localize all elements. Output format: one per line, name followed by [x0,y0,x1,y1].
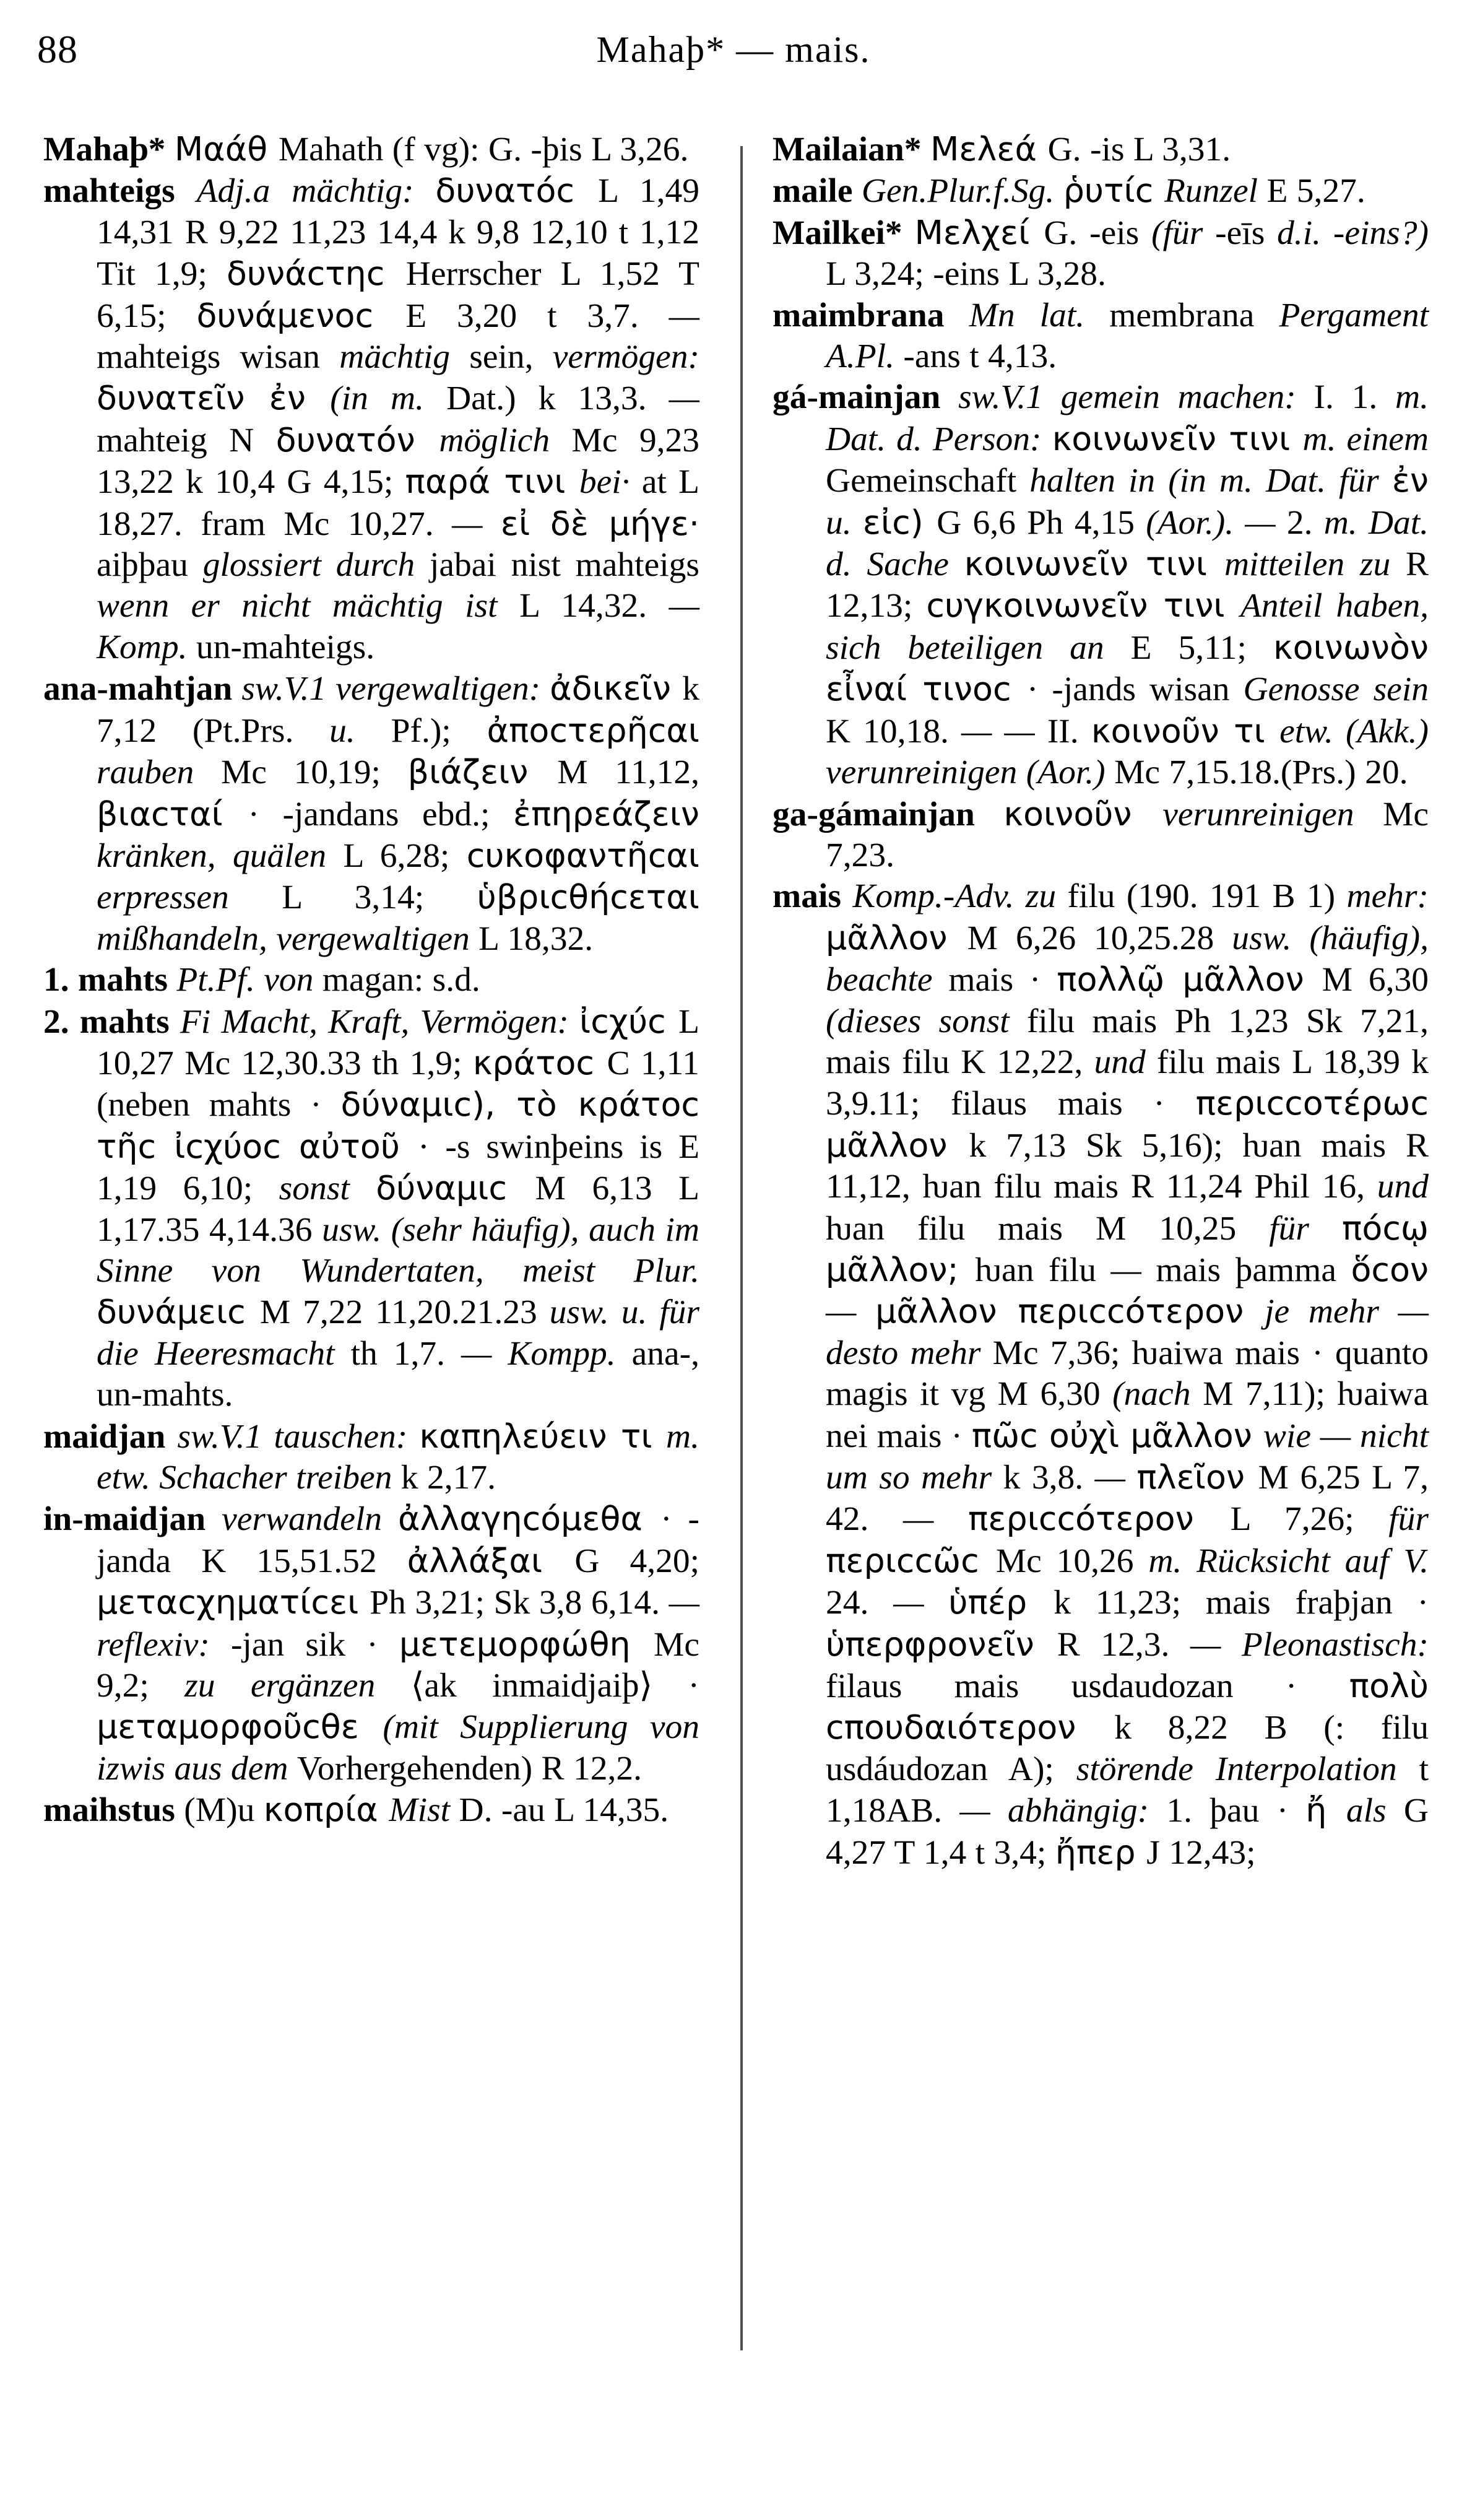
entry-body [97,670,699,957]
roman-run: mahteigs wisan [97,338,340,376]
gloss-run: Gen.Plur.f.Sg. [861,172,1063,211]
gloss-run: — reflexiv: [97,1584,699,1664]
gloss-run: mißhandeln, vergewaltigen [97,919,479,958]
gloss-run: (für [1151,214,1216,252]
greek-run: κοινοῦν τι [1091,711,1280,750]
gloss-run: usw. (häufig), beachte [826,919,1429,999]
roman-run: t 1,18AB. [826,1750,1429,1830]
greek-run: δυνάμειc [97,1292,260,1332]
greek-run: περιccῶc [826,1540,996,1580]
gloss-run: (nach [1112,1375,1203,1414]
roman-run: II. [1047,712,1091,750]
roman-run: mahteig N [97,421,276,459]
gloss-run: m. Dat. d. Person: [826,378,1429,458]
roman-run: E 5,27. [1266,172,1365,211]
roman-run: L 10,27 Mc 12,30.33 th 1,9; [97,1002,699,1082]
gloss-run: kränken, quälen [97,836,344,875]
roman-run: Gemeinschaft [826,462,1030,500]
entry-body [168,961,480,999]
roman-run: L 18,32. [478,919,594,958]
gloss-run: — [452,505,501,543]
roman-run: k 11,23; mais fraþjan · [1054,1584,1429,1622]
roman-run: · -jands wisan [1026,671,1244,709]
greek-run: βιάζειν [407,752,558,792]
entry-body [97,1418,699,1497]
gloss-run: m. einem [1302,420,1429,458]
dictionary-entry [43,1001,699,1416]
roman-run: Mc 9,2; [97,1625,699,1705]
greek-run: ἰcχύc [579,1001,679,1041]
roman-run: 24. [826,1584,894,1622]
roman-run: · -jandans ebd.; [248,795,513,833]
entry-headword: ga-gámainjan [772,795,975,833]
dictionary-entry [43,129,699,170]
greek-run: καπηλεύειν τι [419,1416,667,1456]
roman-run: Mahath (f vg): G. -þis L 3,26. [278,131,689,168]
roman-run: M 11,12, [557,754,699,792]
gloss-run: m. etw. Schacher treiben [97,1417,700,1497]
gloss-run: Pt.Pf. von [176,961,322,999]
greek-run: ἤ [1305,1791,1346,1830]
gloss-run: Genosse sein [1243,671,1429,709]
roman-run: filu (190. 191 B 1) [1067,877,1347,916]
greek-run: ἤπερ [1055,1832,1147,1872]
roman-run: mais · [948,961,1057,999]
greek-run: βιαcταί [97,794,248,833]
roman-run: filu mais Ph 1,23 Sk 7,21, mais filu K 12,22, [826,1002,1429,1081]
roman-run: M 6,13 L 1,17.35 4,14.36 [97,1170,699,1249]
roman-run: M 6,30 [1322,961,1429,999]
running-title: Mahaþ* — mais. [596,29,871,70]
roman-run: Mc 7,15.18.(Prs.) 20. [1114,754,1408,792]
roman-run: D. -au L 14,35. [459,1791,669,1830]
greek-run: κράτοc [472,1043,607,1082]
roman-run: Dat.) k 13,3. [446,380,669,418]
greek-run: μετεμορφώθη [399,1624,654,1664]
greek-run: cυκοφαντῆcαι [466,835,699,875]
gloss-run: mehr: [1346,877,1429,916]
roman-run: L 1,49 14,31 R 9,22 11,23 14,4 k 9,8 12,10 t 1,12 Tit 1,9; [97,172,699,293]
gloss-run: zu ergänzen [184,1667,411,1705]
greek-run: πόcῳ μᾶλλον; [826,1208,1429,1289]
greek-run: παρά τινι [405,462,579,502]
roman-run: J 12,43; [1146,1833,1256,1872]
entry-headword: mais [772,877,841,916]
roman-run: ⟨ak inmaidjaiþ⟩ · [410,1667,699,1705]
gloss-run: Adj.a mächtig: [196,172,436,211]
entry-body [97,172,699,666]
entry-headword: maidjan [43,1417,166,1456]
greek-run: μεταμορφοῦcθε [97,1707,383,1747]
greek-run: εἰ δὲ μήγε· [500,503,700,543]
entry-headword: 1. mahts [43,961,168,999]
greek-run: μεταcχηματίcει [97,1583,370,1622]
gloss-run: — [1110,1251,1156,1289]
gloss-run: usw. u. für die Heeresmacht [97,1293,699,1373]
roman-run: -jan sik · [230,1625,399,1664]
roman-run: M 7,22 11,20.21.23 [259,1293,550,1332]
greek-run: δύναμιc), τὸ κράτοc τῆc ἰcχύοc αὐτοῦ [97,1085,699,1166]
dictionary-entry [772,794,1429,877]
dictionary-entry [772,212,1429,295]
entry-body [826,214,1429,293]
running-head [0,27,1467,92]
gloss-run: Mist [389,1791,459,1830]
gloss-run: Runzel [1164,172,1267,211]
text-columns [0,129,1467,2500]
entry-headword: 2. mahts [43,1002,170,1041]
greek-run: ἀλλαγηcόμεθα [397,1499,661,1539]
gloss-run: — [669,380,700,418]
gloss-run: — [826,1293,876,1331]
entry-headword: ana-mahtjan [43,670,233,708]
entry-headword: Mahaþ* [43,131,166,168]
greek-run: εἰc) [862,502,937,542]
greek-run: cυγκοινωνεῖν τινι [926,586,1240,625]
roman-run: G 4,20; [574,1542,699,1580]
greek-run: ῥυτίc [1063,171,1164,211]
roman-run: aiþþau [97,546,203,584]
roman-run: · -janda K 15,51.52 [97,1500,699,1580]
greek-run: ὅcον [1351,1249,1429,1289]
roman-run: at L 18,27. fram Mc 10,27. [97,463,700,543]
entry-body [826,877,1429,1871]
roman-run: -ans t 4,13. [903,337,1057,376]
gloss-run: glossiert durch [202,546,430,584]
roman-run: k 7,13 Sk 5,16); ƕan mais R 11,12, ƕan filu mais R 11,24 Phil 16, [826,1126,1429,1206]
greek-run: κοινωνεῖν τινι [1052,419,1303,458]
entry-body [852,172,1365,210]
greek-run: δυνατεῖν ἐν [97,378,331,418]
gloss-run: — [669,297,699,335]
gloss-run: (in m. [330,380,447,418]
gloss-run: für [1269,1209,1342,1248]
gloss-run: — Kompp. [461,1334,632,1373]
entry-headword: Mailkei* [772,214,902,252]
roman-run: L 14,32. [519,587,669,625]
entry-headword: maihstus [43,1791,175,1830]
roman-run: L 3,14; [282,879,477,917]
roman-run: M 6,26 10,25.28 [967,919,1232,957]
roman-run: I. 1. [1313,378,1396,417]
roman-run: mais þamma [1156,1251,1351,1289]
gloss-run: Pergament A.Pl. [826,296,1429,376]
gloss-run: und [1377,1168,1429,1206]
roman-run: filaus mais usdaudozan · [826,1667,1349,1706]
entry-headword: maimbrana [772,296,945,334]
gloss-run: sw.V.1 gemein machen: [958,378,1314,417]
gloss-run: m. Dat. d. Sache [826,503,1429,584]
dictionary-entry [43,1416,699,1499]
dictionary-entry [43,668,699,960]
gloss-run: — [893,1584,949,1622]
roman-run: jabai nist mahteigs [429,546,699,584]
greek-run: πολλῷ μᾶλλον [1057,960,1322,999]
gloss-run: — — [961,712,1047,750]
roman-run: th 1,7. [350,1334,462,1373]
gloss-run: sw.V.1 tauschen: [177,1417,420,1456]
entry-headword: Mailaian* [772,131,922,168]
gloss-run: usw. (sehr häufig), auch im Sinne von Wundertaten, meist Plur. [97,1210,699,1290]
roman-run: un-mahteigs. [196,628,375,666]
roman-run: filu mais L 18,39 k 3,9.11; filaus mais · [826,1043,1429,1123]
gloss-run: mächtig [339,338,470,376]
roman-run: k 7,12 (Pt.Prs. [97,670,699,750]
greek-run: ὑπέρ [948,1583,1054,1622]
dictionary-entry [772,377,1429,793]
gloss-run: halten in (in m. Dat. für [1029,462,1392,500]
roman-run: ƕan filu mais M 10,25 [826,1209,1270,1248]
roman-run: k 8,22 B (: filu usdáudozan A); [826,1709,1429,1788]
dictionary-entry [43,1789,699,1831]
gloss-run: Komp.-Adv. zu [852,877,1068,916]
greek-run: Μαάθ [174,129,279,168]
roman-run: R 12,3. [1057,1625,1190,1664]
greek-run: δυνατόν [275,420,439,459]
greek-run: δυνατόc [435,171,599,211]
gloss-run: d.i. -eins?) [1277,214,1429,252]
greek-run: ἀδικεῖν [550,669,683,708]
entry-body [97,1500,699,1787]
greek-run: πῶc οὐχὶ μᾶλλον [971,1415,1263,1455]
roman-run: Mc 7,36; ƕaiwa mais · quanto magis it vg M 6,30 [826,1334,1429,1414]
greek-run: κοινωνεῖν τινι [964,544,1224,584]
greek-run: ὑβριcθήcεται [477,877,699,917]
gloss-run: (dieses sonst [826,1002,1027,1040]
gloss-run: für [1388,1500,1429,1539]
roman-run: sein, [469,338,553,376]
roman-run: G. -eis [1044,214,1152,252]
roman-run: Mc 10,19; [220,754,408,792]
roman-run: 2. [1286,503,1324,542]
entry-body [97,1003,699,1414]
roman-run: G 6,6 Ph 4,15 [937,503,1146,542]
gloss-run: sw.V.1 vergewaltigen: [241,670,550,708]
entry-headword: maile [772,172,853,211]
gloss-run: u. [826,503,863,542]
entry-body [922,131,1231,168]
roman-run: R 12,13; [826,545,1429,625]
greek-run: δυνάμενοc [196,295,406,335]
greek-run: κοπρία [263,1790,389,1830]
gloss-run: (mit Supplierung von izwis aus dem [97,1708,699,1788]
gloss-run: bei· [579,463,642,502]
greek-run: ἀποcτερῆcαι [487,710,700,750]
greek-run: κοινωνὸν εἶναί τινοc [826,627,1429,709]
roman-run: · -s swinþeins is E 1,19 6,10; [97,1127,700,1208]
gloss-run: wie — nicht um so mehr [826,1417,1429,1497]
entry-headword: in-maidjan [43,1500,206,1539]
gloss-run: verwandeln [222,1500,398,1539]
greek-run: μᾶλλον περιccότερον [875,1292,1265,1331]
gloss-run: — [903,1500,968,1539]
roman-run: G 4,27 T 1,4 t 3,4; [826,1792,1429,1872]
dictionary-entry [43,1498,699,1789]
roman-run: Vorhergehenden) R 12,2. [296,1749,642,1788]
roman-run: -eīs [1215,214,1278,252]
roman-run: M 7,11); ƕaiwa nei mais · [826,1375,1429,1455]
gloss-run: rauben [97,754,221,792]
entry-body [175,1791,669,1829]
gloss-run: — [1094,1459,1137,1497]
greek-run: ἐν [1391,461,1429,500]
gloss-run: störende Interpolation [1076,1750,1419,1788]
roman-run: ƕan filu [975,1251,1111,1289]
roman-run: Mc 9,23 13,22 k 10,4 G 4,15; [97,421,700,502]
column-left [43,129,699,1831]
greek-run: περιccότερον [968,1499,1231,1539]
roman-run: magan: s.d. [322,961,480,999]
gloss-run: etw. (Akk.) verunreinigen (Aor.) [826,712,1429,792]
greek-run: πλεῖον [1136,1458,1258,1497]
dictionary-entry [43,170,699,668]
gloss-run: je mehr — desto mehr [826,1293,1429,1372]
roman-run: E 3,20 t 3,7. [405,297,669,335]
roman-run: C 1,11 (neben mahts · [97,1044,699,1124]
gloss-run: Fi Macht, Kraft, Vermögen: [180,1002,580,1041]
gloss-run: Anteil haben, sich beteiligen an [826,587,1429,667]
roman-run: L 3,24; -eins L 3,28. [826,255,1106,293]
roman-run: E 5,11; [1130,628,1273,667]
roman-run: L 7,26; [1230,1500,1389,1539]
gloss-run: als [1346,1792,1404,1830]
dictionary-entry [43,960,699,1001]
greek-run: Μελχεί [914,212,1044,252]
greek-run: δυνάcτηc [226,254,406,293]
roman-run: Mc 7,23. [826,795,1429,874]
roman-run: G. -is L 3,31. [1047,131,1231,168]
roman-run: Herrscher L 1,52 T 6,15; [97,255,699,335]
dictionary-entry [772,129,1429,170]
roman-run: Ph 3,21; Sk 3,8 6,14. [370,1584,669,1622]
entry-headword: gá-mainjan [772,378,941,417]
gloss-run: vermögen: [552,338,700,376]
gloss-run: sonst [279,1170,376,1208]
greek-run: δύναμιc [376,1168,535,1208]
gloss-run: und [1094,1043,1157,1081]
gloss-run: wenn er nicht mächtig ist [97,587,520,625]
roman-run: k 2,17. [400,1459,496,1497]
gloss-run: (Aor.). — [1146,503,1287,542]
gloss-run: — Komp. [97,587,699,666]
dictionary-entry [772,295,1429,378]
roman-run: k 3,8. [1003,1459,1095,1497]
entry-headword: mahteigs [43,172,175,211]
roman-run: K 10,18. [826,712,961,750]
entry-body [165,131,688,168]
roman-run: L 6,28; [343,836,467,875]
gloss-run: m. Rücksicht auf V. [1148,1542,1429,1580]
greek-run: ἐπηρεάζειν [513,794,699,833]
greek-run: πολὺ cπουδαιότερον [826,1666,1429,1747]
greek-run: κοινοῦν [1003,794,1163,833]
greek-run: ὑπερφρονεῖν [826,1624,1057,1664]
roman-run: membrana [1109,296,1279,334]
roman-run: ana-, un-mahts. [97,1334,699,1414]
page-number: 88 [37,27,78,71]
roman-run: 1. þau · [1166,1792,1306,1830]
greek-run: μᾶλλον [826,918,967,957]
roman-run: Pf.); [391,711,487,750]
roman-run: Mc 10,26 [995,1542,1149,1580]
dictionary-entry [772,170,1429,212]
roman-run: M 6,25 L 7, 42. [826,1459,1429,1539]
entry-body [826,378,1429,791]
gloss-run: u. [329,711,391,750]
gloss-run: — abhängig: [959,1792,1167,1830]
gloss-run: — Pleonastisch: [1190,1625,1429,1664]
greek-run: περιccοτέρωc μᾶλλον [826,1084,1429,1165]
dictionary-entry [772,876,1429,1874]
gloss-run: erpressen [97,879,282,917]
column-right [772,129,1429,1874]
greek-run: ἀλλάξαι [407,1540,575,1580]
gloss-run: möglich [439,421,572,459]
greek-run: Μελεά [930,129,1048,168]
gloss-run: verunreinigen [1162,795,1383,833]
roman-run: (M)u [184,1791,264,1830]
gloss-run: Mn lat. [969,296,1110,334]
gloss-run: mitteilen zu [1224,545,1406,584]
